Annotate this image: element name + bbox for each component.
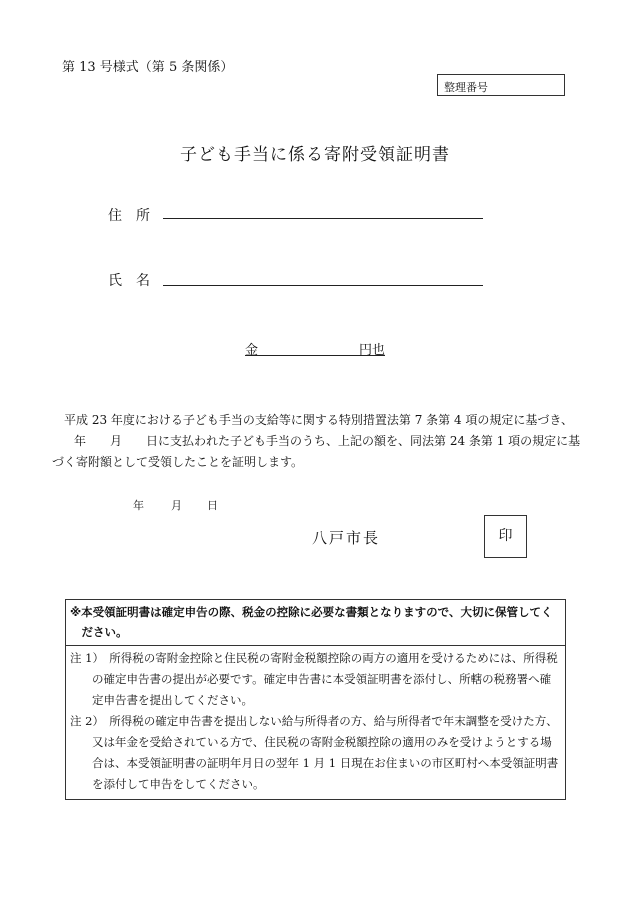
note-label: 注 2）: [70, 714, 104, 728]
address-label: 住 所: [108, 208, 150, 224]
form-number: 第 13 号様式（第 5 条関係）: [62, 60, 234, 75]
date-year: 年: [133, 499, 144, 512]
date-day: 日: [207, 499, 218, 512]
note-label: 注 1）: [70, 651, 104, 665]
note-text: 所得税の寄附金控除と住民税の寄附金税額控除の両方の適用を受けるためには、所得税の確定申告書の提出が必要です。確定申告書に本受領証明書を添付し、所轄の税務署へ確定申告書を提出してください。: [92, 651, 558, 707]
note-text: 所得税の確定申告書を提出しない給与所得者の方、給与所得者で年末調整を受けた方、又は年金を受給されている方で、住民税の寄附金税額控除の適用のみを受けようとする場合は、本受領証明書の証明年月日の翌年 1 月 1 日現在お住まいの市区町村へ本受領証明書を添付して申告をしてください。: [92, 714, 559, 791]
certification-text: [52, 410, 582, 473]
amount-field[interactable]: [245, 339, 385, 356]
notes-header: ※本受領証明書は確定申告の際、税金の控除に必要な書類となりますので、大切に保管してください。: [66, 600, 565, 646]
body-line: 年 月 日に支払われた子ども手当のうち、上記の額を、同法第 24 条第 1 項の規定に基: [62, 434, 581, 448]
address-field[interactable]: [163, 218, 483, 219]
body-line: 平成 23 年度における子ども手当の支給等に関する特別措置法第 7 条第 4 項の規定に基づき、: [64, 413, 573, 427]
amount-suffix: 円也: [358, 343, 385, 358]
amount-prefix: 金: [245, 343, 259, 358]
note-item: [66, 648, 565, 711]
notes-box: [65, 599, 566, 800]
date-month: 月: [171, 499, 182, 512]
reference-number-box[interactable]: [437, 74, 565, 96]
reference-number-label: 整理番号: [444, 81, 488, 94]
body-line: づく寄附額として受領したことを証明します。: [52, 455, 304, 469]
document-title: 子ども手当に係る寄附受領証明書: [180, 145, 450, 165]
name-field[interactable]: [163, 285, 483, 286]
seal-box: 印: [484, 515, 527, 558]
issuer-name: 八戸市長: [312, 529, 381, 547]
name-label: 氏 名: [108, 273, 150, 289]
note-item: [66, 711, 565, 795]
